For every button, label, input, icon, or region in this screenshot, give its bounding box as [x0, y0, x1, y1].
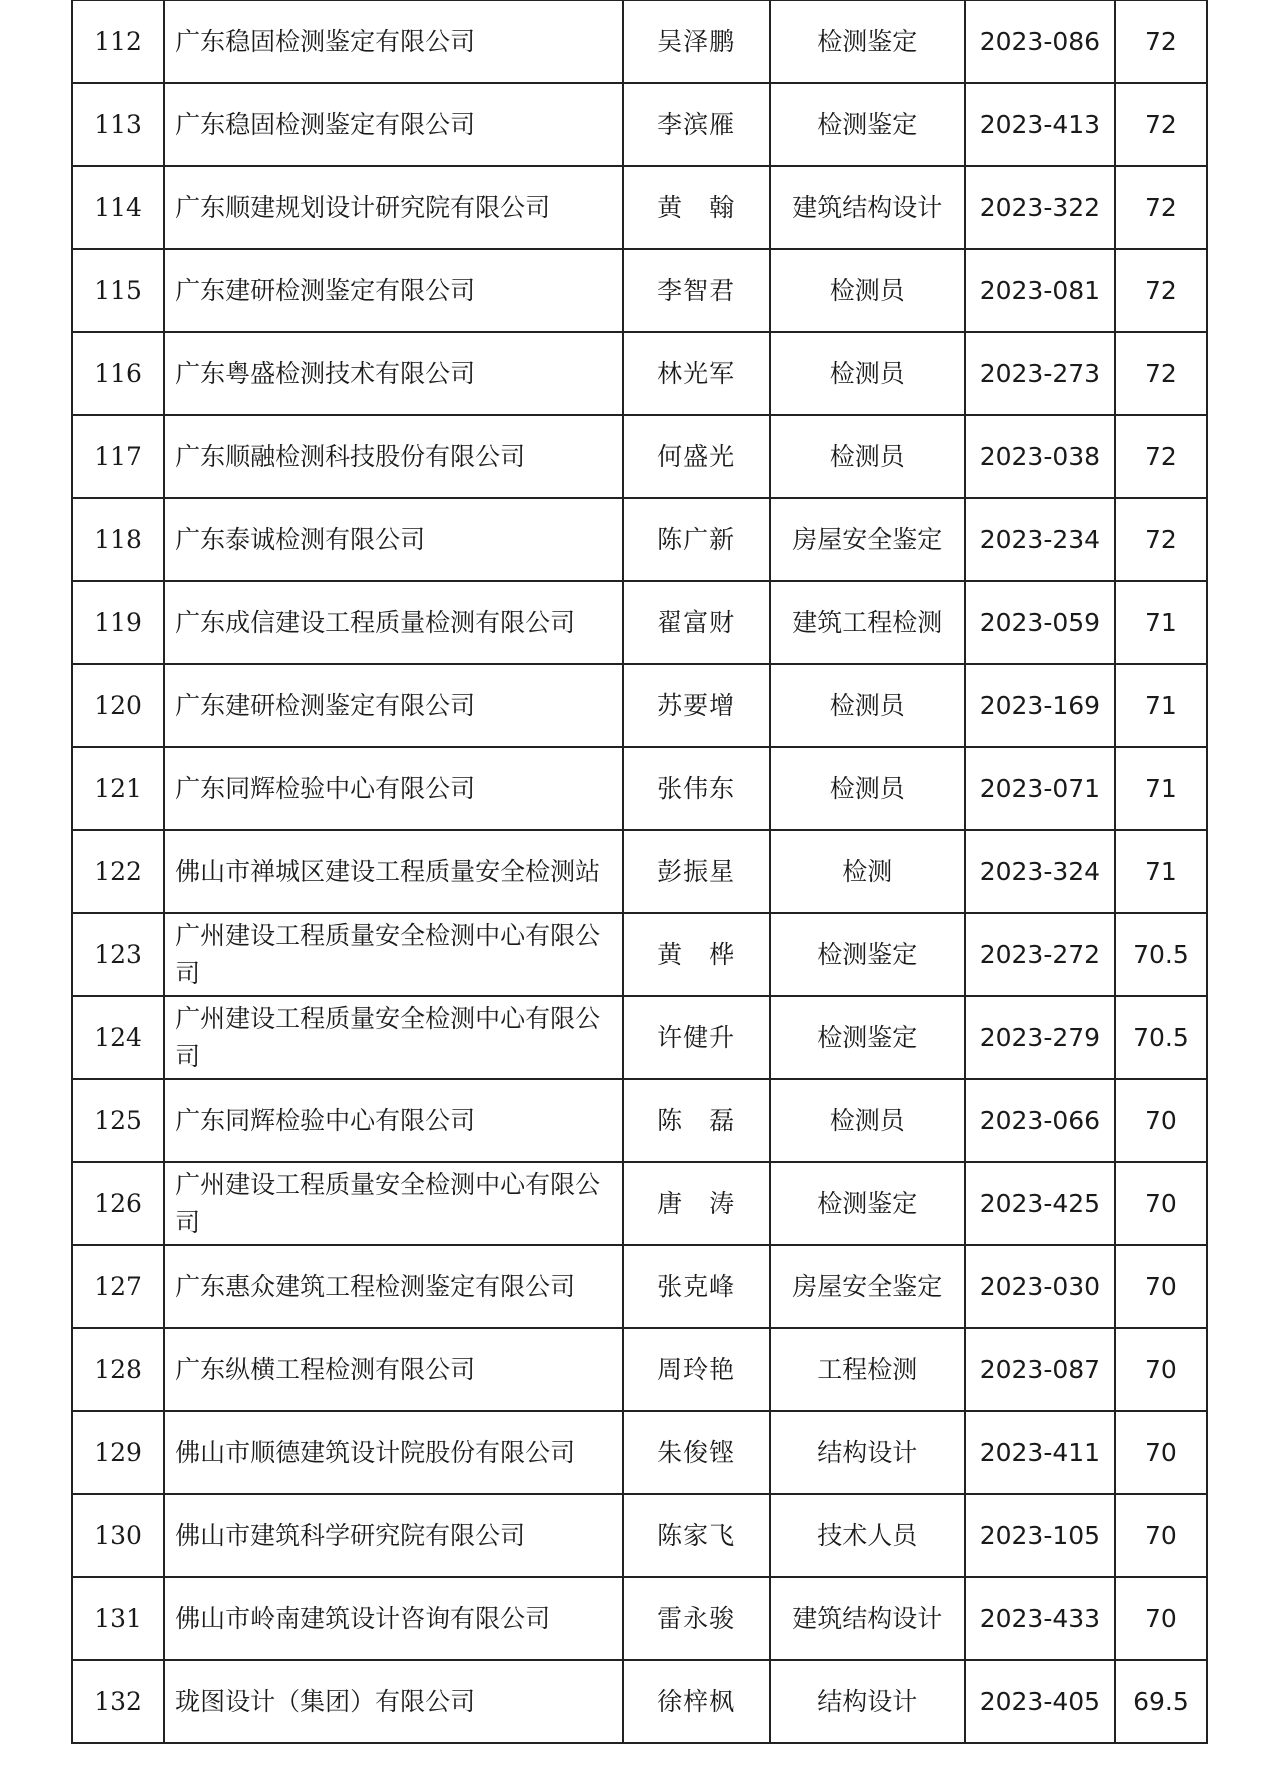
position-cell: 检测员: [770, 1079, 965, 1162]
company-cell: 广东顺融检测科技股份有限公司: [164, 415, 623, 498]
company-cell: 广州建设工程质量安全检测中心有限公司: [164, 913, 623, 996]
certificate-number-cell: 2023-405: [965, 1660, 1115, 1743]
row-number-cell: 123: [72, 913, 164, 996]
table-row: [72, 415, 1207, 498]
table-row: [72, 1328, 1207, 1411]
company-cell: 广东建研检测鉴定有限公司: [164, 249, 623, 332]
score-cell: 72: [1115, 83, 1207, 166]
row-number-cell: 132: [72, 1660, 164, 1743]
position-cell: 检测鉴定: [770, 0, 965, 83]
row-number-cell: 127: [72, 1245, 164, 1328]
table-row: [72, 249, 1207, 332]
person-name-cell: 朱俊铿: [623, 1411, 770, 1494]
score-cell: 72: [1115, 249, 1207, 332]
position-cell: 检测: [770, 830, 965, 913]
score-cell: 70: [1115, 1411, 1207, 1494]
row-number-cell: 114: [72, 166, 164, 249]
person-name-cell: 何盛光: [623, 415, 770, 498]
table-row: [72, 332, 1207, 415]
row-number-cell: 125: [72, 1079, 164, 1162]
person-name-cell: 李滨雁: [623, 83, 770, 166]
certificate-number-cell: 2023-105: [965, 1494, 1115, 1577]
certificate-number-cell: 2023-087: [965, 1328, 1115, 1411]
position-cell: 检测员: [770, 664, 965, 747]
position-cell: 技术人员: [770, 1494, 965, 1577]
row-number-cell: 124: [72, 996, 164, 1079]
person-name-cell: 张克峰: [623, 1245, 770, 1328]
score-cell: 71: [1115, 830, 1207, 913]
position-cell: 结构设计: [770, 1411, 965, 1494]
score-cell: 70.5: [1115, 913, 1207, 996]
person-name-cell: 翟富财: [623, 581, 770, 664]
company-cell: 广东稳固检测鉴定有限公司: [164, 0, 623, 83]
company-cell: 佛山市顺德建筑设计院股份有限公司: [164, 1411, 623, 1494]
certificate-number-cell: 2023-279: [965, 996, 1115, 1079]
position-cell: 建筑结构设计: [770, 1577, 965, 1660]
company-cell: 广东建研检测鉴定有限公司: [164, 664, 623, 747]
table-row: [72, 1245, 1207, 1328]
person-name-cell: 张伟东: [623, 747, 770, 830]
position-cell: 工程检测: [770, 1328, 965, 1411]
score-cell: 70: [1115, 1162, 1207, 1245]
table-row: [72, 83, 1207, 166]
person-name-cell: 陈家飞: [623, 1494, 770, 1577]
certificate-number-cell: 2023-322: [965, 166, 1115, 249]
row-number-cell: 128: [72, 1328, 164, 1411]
company-cell: 广东纵横工程检测有限公司: [164, 1328, 623, 1411]
position-cell: 结构设计: [770, 1660, 965, 1743]
results-table: [71, 0, 1208, 1744]
score-cell: 72: [1115, 0, 1207, 83]
table-row: [72, 1162, 1207, 1245]
row-number-cell: 113: [72, 83, 164, 166]
row-number-cell: 130: [72, 1494, 164, 1577]
person-name-cell: 陈广新: [623, 498, 770, 581]
company-cell: 佛山市岭南建筑设计咨询有限公司: [164, 1577, 623, 1660]
certificate-number-cell: 2023-059: [965, 581, 1115, 664]
table-row: [72, 913, 1207, 996]
table-row: [72, 664, 1207, 747]
person-name-cell: 黄 翰: [623, 166, 770, 249]
table-row: [72, 996, 1207, 1079]
row-number-cell: 129: [72, 1411, 164, 1494]
certificate-number-cell: 2023-425: [965, 1162, 1115, 1245]
position-cell: 建筑结构设计: [770, 166, 965, 249]
certificate-number-cell: 2023-324: [965, 830, 1115, 913]
score-cell: 70.5: [1115, 996, 1207, 1079]
company-cell: 广东稳固检测鉴定有限公司: [164, 83, 623, 166]
score-cell: 70: [1115, 1328, 1207, 1411]
certificate-number-cell: 2023-272: [965, 913, 1115, 996]
position-cell: 检测员: [770, 332, 965, 415]
table-row: [72, 1577, 1207, 1660]
certificate-number-cell: 2023-086: [965, 0, 1115, 83]
position-cell: 检测鉴定: [770, 1162, 965, 1245]
certificate-number-cell: 2023-411: [965, 1411, 1115, 1494]
person-name-cell: 陈 磊: [623, 1079, 770, 1162]
company-cell: 广东惠众建筑工程检测鉴定有限公司: [164, 1245, 623, 1328]
score-cell: 70: [1115, 1577, 1207, 1660]
row-number-cell: 121: [72, 747, 164, 830]
position-cell: 检测鉴定: [770, 83, 965, 166]
company-cell: 佛山市建筑科学研究院有限公司: [164, 1494, 623, 1577]
row-number-cell: 112: [72, 0, 164, 83]
score-cell: 70: [1115, 1494, 1207, 1577]
position-cell: 检测鉴定: [770, 996, 965, 1079]
company-cell: 广东同辉检验中心有限公司: [164, 747, 623, 830]
score-cell: 71: [1115, 747, 1207, 830]
table-row: [72, 1494, 1207, 1577]
score-cell: 72: [1115, 332, 1207, 415]
company-cell: 广州建设工程质量安全检测中心有限公司: [164, 1162, 623, 1245]
position-cell: 检测员: [770, 249, 965, 332]
person-name-cell: 唐 涛: [623, 1162, 770, 1245]
table-row: [72, 166, 1207, 249]
table-row: [72, 747, 1207, 830]
position-cell: 建筑工程检测: [770, 581, 965, 664]
score-cell: 72: [1115, 498, 1207, 581]
table-row: [72, 1411, 1207, 1494]
row-number-cell: 131: [72, 1577, 164, 1660]
row-number-cell: 119: [72, 581, 164, 664]
company-cell: 广东同辉检验中心有限公司: [164, 1079, 623, 1162]
table-row: [72, 498, 1207, 581]
person-name-cell: 彭振星: [623, 830, 770, 913]
score-cell: 71: [1115, 581, 1207, 664]
person-name-cell: 周玲艳: [623, 1328, 770, 1411]
person-name-cell: 黄 桦: [623, 913, 770, 996]
company-cell: 佛山市禅城区建设工程质量安全检测站: [164, 830, 623, 913]
position-cell: 房屋安全鉴定: [770, 1245, 965, 1328]
person-name-cell: 雷永骏: [623, 1577, 770, 1660]
person-name-cell: 李智君: [623, 249, 770, 332]
certificate-number-cell: 2023-038: [965, 415, 1115, 498]
position-cell: 检测鉴定: [770, 913, 965, 996]
table-row: [72, 581, 1207, 664]
table-row: [72, 0, 1207, 83]
person-name-cell: 许健升: [623, 996, 770, 1079]
position-cell: 检测员: [770, 415, 965, 498]
person-name-cell: 苏要增: [623, 664, 770, 747]
row-number-cell: 122: [72, 830, 164, 913]
company-cell: 广州建设工程质量安全检测中心有限公司: [164, 996, 623, 1079]
certificate-number-cell: 2023-081: [965, 249, 1115, 332]
company-cell: 广东顺建规划设计研究院有限公司: [164, 166, 623, 249]
person-name-cell: 林光军: [623, 332, 770, 415]
score-cell: 71: [1115, 664, 1207, 747]
row-number-cell: 117: [72, 415, 164, 498]
certificate-number-cell: 2023-273: [965, 332, 1115, 415]
score-cell: 70: [1115, 1079, 1207, 1162]
score-cell: 72: [1115, 415, 1207, 498]
company-cell: 珑图设计（集团）有限公司: [164, 1660, 623, 1743]
row-number-cell: 126: [72, 1162, 164, 1245]
certificate-number-cell: 2023-066: [965, 1079, 1115, 1162]
results-table-body: [72, 0, 1207, 1743]
row-number-cell: 115: [72, 249, 164, 332]
company-cell: 广东泰诚检测有限公司: [164, 498, 623, 581]
score-cell: 72: [1115, 166, 1207, 249]
table-row: [72, 830, 1207, 913]
score-cell: 70: [1115, 1245, 1207, 1328]
position-cell: 检测员: [770, 747, 965, 830]
certificate-number-cell: 2023-030: [965, 1245, 1115, 1328]
table-row: [72, 1660, 1207, 1743]
row-number-cell: 120: [72, 664, 164, 747]
person-name-cell: 徐梓枫: [623, 1660, 770, 1743]
score-cell: 69.5: [1115, 1660, 1207, 1743]
person-name-cell: 吴泽鹏: [623, 0, 770, 83]
row-number-cell: 116: [72, 332, 164, 415]
table-row: [72, 1079, 1207, 1162]
certificate-number-cell: 2023-433: [965, 1577, 1115, 1660]
company-cell: 广东粤盛检测技术有限公司: [164, 332, 623, 415]
position-cell: 房屋安全鉴定: [770, 498, 965, 581]
certificate-number-cell: 2023-234: [965, 498, 1115, 581]
company-cell: 广东成信建设工程质量检测有限公司: [164, 581, 623, 664]
certificate-number-cell: 2023-169: [965, 664, 1115, 747]
certificate-number-cell: 2023-413: [965, 83, 1115, 166]
row-number-cell: 118: [72, 498, 164, 581]
certificate-number-cell: 2023-071: [965, 747, 1115, 830]
